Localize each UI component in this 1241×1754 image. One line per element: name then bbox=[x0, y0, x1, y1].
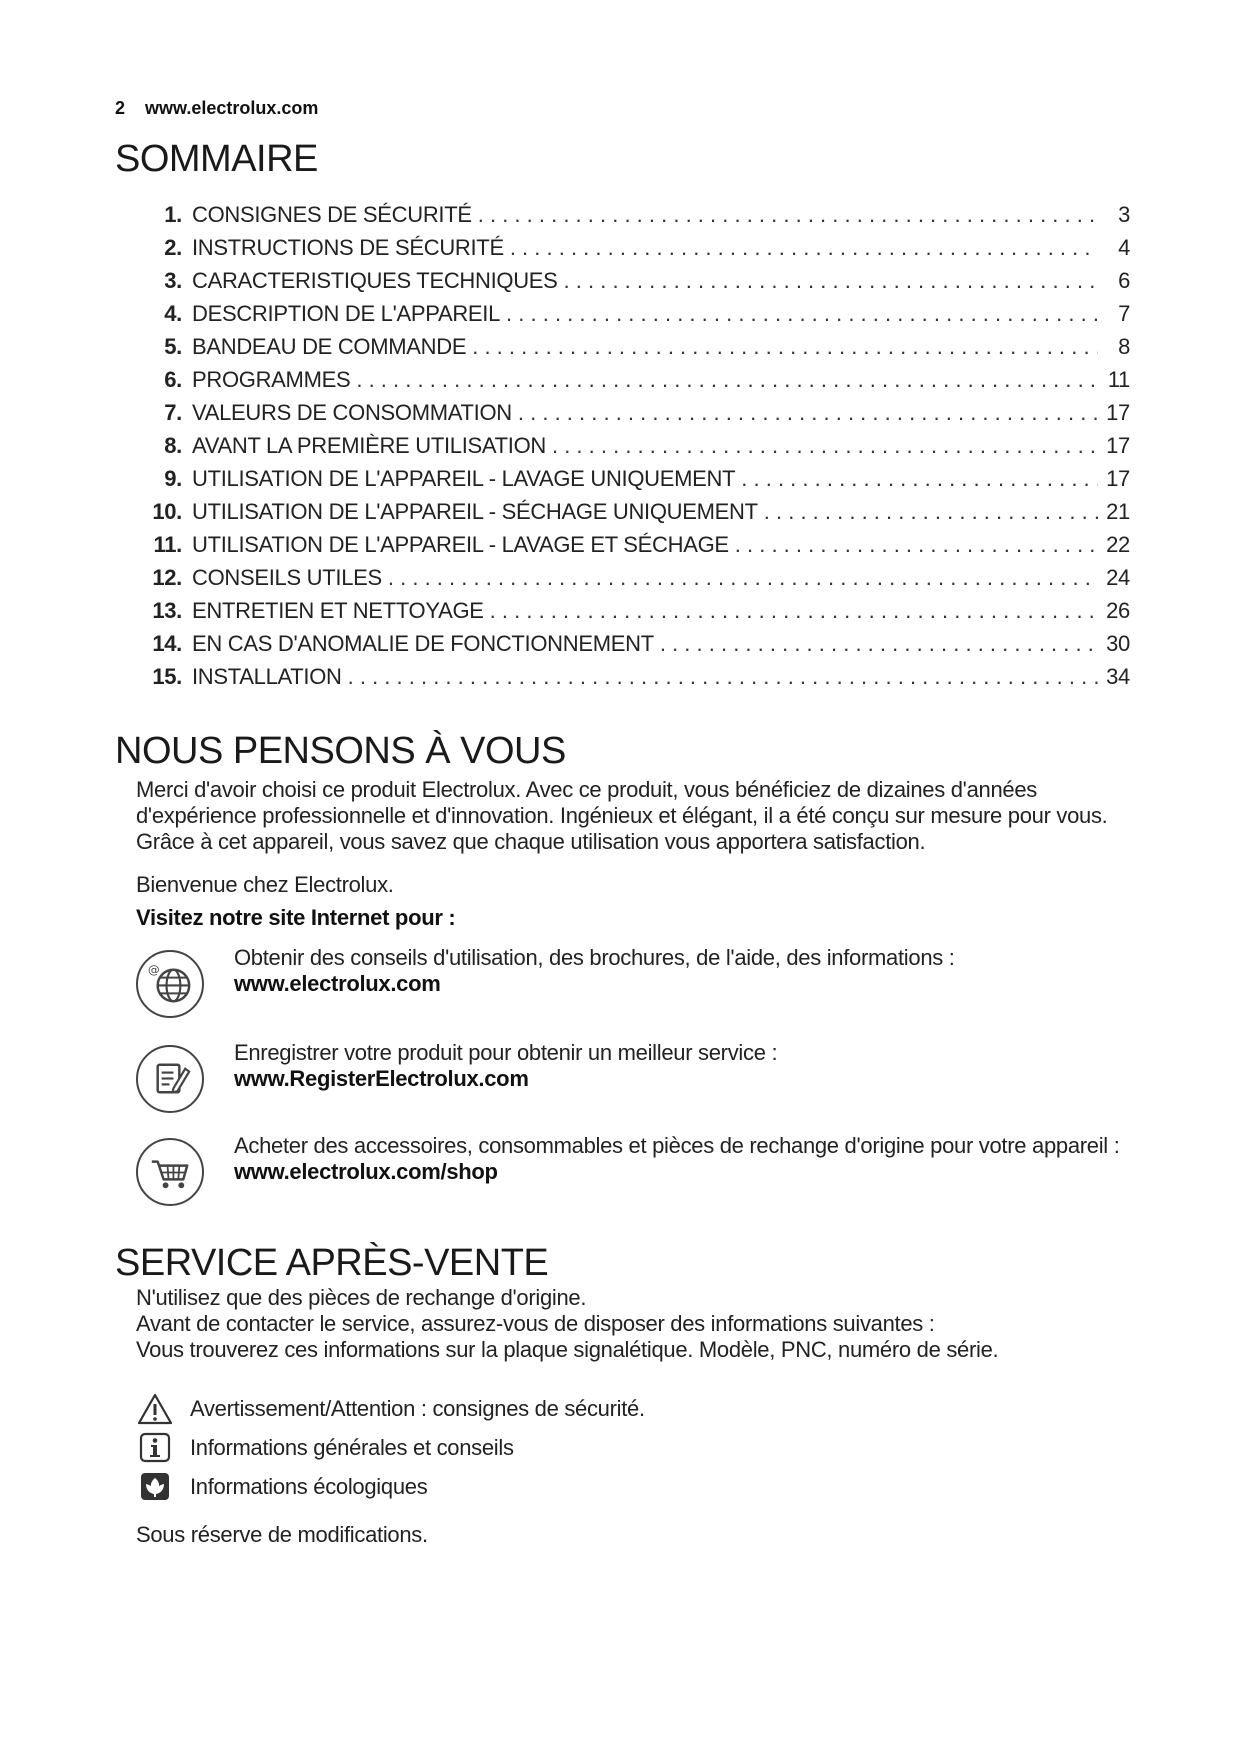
toc-leader bbox=[348, 664, 1098, 690]
toc-title: PROGRAMMES bbox=[192, 367, 351, 392]
toc-leader bbox=[735, 532, 1098, 558]
toc-page: 11 bbox=[1107, 367, 1130, 392]
toc-row[interactable] bbox=[140, 301, 1130, 334]
visit-heading: Visitez notre site Internet pour : bbox=[136, 905, 456, 930]
register-icon bbox=[136, 1045, 204, 1113]
toc-leader bbox=[660, 631, 1098, 657]
legend-text: Informations générales et conseils bbox=[190, 1435, 514, 1460]
toc-title: CONSEILS UTILES bbox=[192, 565, 382, 590]
toc-row[interactable] bbox=[140, 532, 1130, 565]
toc-leader bbox=[518, 400, 1098, 426]
service-line: Vous trouverez ces informations sur la plaque signalétique. Modèle, PNC, numéro de série. bbox=[136, 1337, 999, 1362]
toc-row[interactable] bbox=[140, 664, 1130, 697]
toc-page: 22 bbox=[1106, 532, 1130, 557]
toc-row[interactable] bbox=[140, 499, 1130, 532]
welcome-text: Bienvenue chez Electrolux. bbox=[136, 872, 394, 897]
toc-number: 14. bbox=[152, 631, 182, 656]
intro-paragraph: Merci d'avoir choisi ce produit Electrolux. Avec ce produit, vous bénéficiez de dizaines d'années d'expérience professionnelle et d'innovation. Ingénieux et élégant, il a été conçu sur mesure pour vous. Grâce à cet appareil, vous savez que chaque utilisation vous apportera satisfaction. bbox=[136, 777, 1108, 854]
support-link-url[interactable]: www.electrolux.com bbox=[234, 971, 441, 996]
service-line: N'utilisez que des pièces de rechange d'origine. bbox=[136, 1285, 587, 1310]
toc-page: 8 bbox=[1118, 334, 1130, 359]
toc-title: EN CAS D'ANOMALIE DE FONCTIONNEMENT bbox=[192, 631, 654, 656]
legend-text: Informations écologiques bbox=[190, 1474, 428, 1499]
toc-page: 7 bbox=[1118, 301, 1130, 326]
toc-row[interactable] bbox=[140, 565, 1130, 598]
toc-page: 17 bbox=[1106, 400, 1130, 425]
toc-title: ENTRETIEN ET NETTOYAGE bbox=[192, 598, 484, 623]
service-heading: SERVICE APRÈS-VENTE bbox=[115, 1242, 549, 1284]
toc-leader bbox=[552, 433, 1098, 459]
page-number: 2 bbox=[115, 98, 126, 118]
toc-title: BANDEAU DE COMMANDE bbox=[192, 334, 467, 359]
toc-page: 26 bbox=[1106, 598, 1130, 623]
page-header bbox=[115, 98, 318, 119]
toc-page: 24 bbox=[1106, 565, 1130, 590]
toc-row[interactable] bbox=[140, 202, 1130, 235]
toc-row[interactable] bbox=[140, 433, 1130, 466]
toc-title: UTILISATION DE L'APPAREIL - SÉCHAGE UNIQUEMENT bbox=[192, 499, 758, 524]
shopping-cart-icon bbox=[136, 1138, 204, 1206]
toc-number: 1. bbox=[164, 202, 182, 227]
toc-leader bbox=[510, 235, 1098, 261]
svg-text:@: @ bbox=[147, 962, 160, 977]
table-of-contents bbox=[140, 202, 1130, 697]
toc-row[interactable] bbox=[140, 400, 1130, 433]
toc-title: CARACTERISTIQUES TECHNIQUES bbox=[192, 268, 558, 293]
toc-leader bbox=[478, 202, 1098, 228]
toc-number: 8. bbox=[164, 433, 182, 458]
header-website[interactable]: www.electrolux.com bbox=[145, 98, 319, 118]
welcome-heading: NOUS PENSONS À VOUS bbox=[115, 730, 566, 772]
toc-leader bbox=[490, 598, 1098, 624]
legend-item-info bbox=[136, 1431, 514, 1465]
toc-page: 17 bbox=[1106, 433, 1130, 458]
legend-item-eco bbox=[136, 1470, 427, 1504]
toc-title: VALEURS DE CONSOMMATION bbox=[192, 400, 512, 425]
toc-leader bbox=[564, 268, 1098, 294]
toc-row[interactable] bbox=[140, 598, 1130, 631]
shop-link-url[interactable]: www.electrolux.com/shop bbox=[234, 1159, 498, 1184]
toc-number: 10. bbox=[152, 499, 182, 524]
toc-leader bbox=[764, 499, 1098, 525]
toc-row[interactable] bbox=[140, 466, 1130, 499]
toc-page: 4 bbox=[1118, 235, 1130, 260]
toc-title: INSTRUCTIONS DE SÉCURITÉ bbox=[192, 235, 504, 260]
legend-text: Avertissement/Attention : consignes de sécurité. bbox=[190, 1396, 645, 1421]
info-icon bbox=[136, 1431, 174, 1465]
toc-title: DESCRIPTION DE L'APPAREIL bbox=[192, 301, 501, 326]
toc-row[interactable] bbox=[140, 334, 1130, 367]
toc-number: 6. bbox=[164, 367, 182, 392]
toc-title: AVANT LA PREMIÈRE UTILISATION bbox=[192, 433, 546, 458]
toc-leader bbox=[506, 301, 1098, 327]
toc-title: UTILISATION DE L'APPAREIL - LAVAGE UNIQUEMENT bbox=[192, 466, 736, 491]
service-text bbox=[136, 1285, 1126, 1363]
eco-icon bbox=[136, 1470, 174, 1504]
support-link-text: Obtenir des conseils d'utilisation, des brochures, de l'aide, des informations : bbox=[234, 945, 955, 970]
toc-heading: SOMMAIRE bbox=[115, 138, 318, 180]
toc-title: CONSIGNES DE SÉCURITÉ bbox=[192, 202, 472, 227]
toc-row[interactable] bbox=[140, 367, 1130, 400]
toc-page: 30 bbox=[1106, 631, 1130, 656]
toc-number: 15. bbox=[152, 664, 182, 689]
toc-number: 4. bbox=[164, 301, 182, 326]
register-link-text: Enregistrer votre produit pour obtenir un meilleur service : bbox=[234, 1040, 778, 1065]
toc-row[interactable] bbox=[140, 235, 1130, 268]
toc-page: 17 bbox=[1106, 466, 1130, 491]
toc-number: 7. bbox=[164, 400, 182, 425]
toc-page: 6 bbox=[1118, 268, 1130, 293]
toc-page: 34 bbox=[1106, 664, 1130, 689]
toc-number: 13. bbox=[152, 598, 182, 623]
toc-number: 9. bbox=[164, 466, 182, 491]
toc-number: 3. bbox=[164, 268, 182, 293]
toc-number: 2. bbox=[164, 235, 182, 260]
legend-item-warning bbox=[136, 1392, 645, 1426]
globe-icon bbox=[136, 950, 204, 1018]
toc-page: 3 bbox=[1118, 202, 1130, 227]
toc-title: UTILISATION DE L'APPAREIL - LAVAGE ET SÉCHAGE bbox=[192, 532, 729, 557]
shop-link-text: Acheter des accessoires, consommables et pièces de rechange d'origine pour votre appareil : bbox=[234, 1133, 1120, 1158]
register-link-url[interactable]: www.RegisterElectrolux.com bbox=[234, 1066, 529, 1091]
footer-note: Sous réserve de modifications. bbox=[136, 1522, 428, 1547]
toc-row[interactable] bbox=[140, 631, 1130, 664]
toc-leader bbox=[356, 367, 1098, 393]
toc-leader bbox=[472, 334, 1098, 360]
toc-leader bbox=[741, 466, 1098, 492]
service-line: Avant de contacter le service, assurez-vous de disposer des informations suivantes : bbox=[136, 1311, 935, 1336]
toc-number: 12. bbox=[152, 565, 182, 590]
toc-leader bbox=[388, 565, 1098, 591]
warning-icon bbox=[136, 1392, 174, 1426]
toc-title: INSTALLATION bbox=[192, 664, 342, 689]
toc-number: 5. bbox=[164, 334, 182, 359]
toc-page: 21 bbox=[1106, 499, 1130, 524]
toc-number: 11. bbox=[153, 532, 182, 557]
toc-row[interactable] bbox=[140, 268, 1130, 301]
